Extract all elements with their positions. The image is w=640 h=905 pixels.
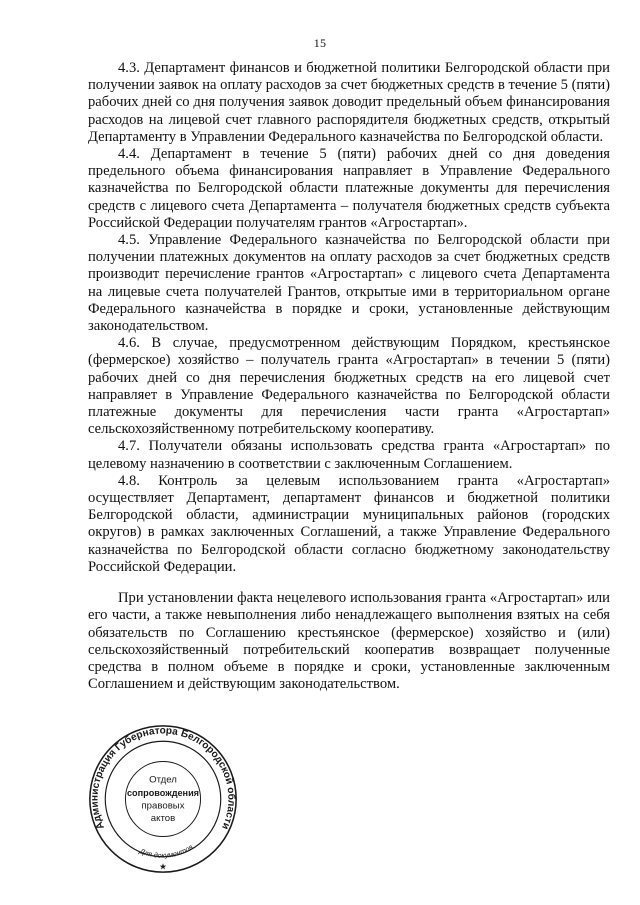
paragraph-4-3: 4.3. Департамент финансов и бюджетной политики Белгородской области при получении заявок на оплату расходов за счет бюджетных средств в течение 5 (пяти) рабочих дней со дня получения заявок доводит предельный объем финансирования расходов на лицевой счет главного распорядителя бюджетных средств, открытый Департаменту в Управлении Федерального казначейства по Белгородской области. xyxy=(88,60,610,145)
paragraph-closing: При установлении факта нецелевого использования гранта «Агростартап» или его части, а также невыполнения либо ненадлежащего выполнения взятых на себя обязательств по Соглашению крестьянское (фермерское) хозяйство и (или) сельскохозяйственный потребительский кооператив возвращает полученные средства в полном объеме в порядке и сроки, установленные заключенным Соглашением и действующим законодательством. xyxy=(88,590,610,693)
stamp-center-ring xyxy=(125,761,200,836)
paragraph-4-5: 4.5. Управление Федерального казначейства по Белгородской области при получении платежных документов на оплату расходов за счет бюджетных средств производит перечисление грантов «Агростартап» с лицевого счета Департамента на лицевые счета получателей Грантов, открытые ими в территориальном органе Федерального казначейства в порядке и сроки, установленные действующим законодательством. xyxy=(88,232,610,335)
stamp-star-icon: ★ xyxy=(159,861,167,872)
stamp-outer-text: Администрация Губернатора Белгородской области xyxy=(89,725,237,831)
document-body xyxy=(88,60,610,693)
paragraph-4-8: 4.8. Контроль за целевым использованием гранта «Агростартап» осуществляет Департамент, департамент финансов и бюджетной политики Белгородской области, администрации муниципальных районов (городских округов) в рамках заключенных Соглашений, а также Управление Федерального казначейства по Белгородской области согласно бюджетному законодательству Российской Федерации. xyxy=(88,472,610,575)
stamp-line-1: Отдел xyxy=(149,774,177,786)
page-number: 15 xyxy=(313,36,327,50)
official-stamp xyxy=(86,722,240,876)
stamp-line-4: актов xyxy=(150,813,176,825)
paragraph-4-6: 4.6. В случае, предусмотренном действующим Порядком, крестьянское (фермерское) хозяйство – получатель гранта «Агростартап» в течении 5 (пяти) рабочих дней со дня перечисления бюджетных средств на его лицевой счет направляет в Управление Федерального казначейства по Белгородской области платежные документы для перечисления части гранта «Агростартап» сельскохозяйственному потребительскому кооперативу. xyxy=(88,335,610,438)
stamp-inner-text: Для документов xyxy=(138,842,195,860)
stamp-line-2: сопровождения xyxy=(126,788,200,799)
paragraph-4-4: 4.4. Департамент в течение 5 (пяти) рабочих дней со дня доведения предельного объема финансирования направляет в Управление Федерального казначейства по Белгородской области платежные документы для перечисления средств с лицевого счета Департамента – получателя бюджетных средств субъекта Российской Федерации получателям грантов «Агростартап». xyxy=(88,146,610,231)
stamp-inner-ring xyxy=(105,741,221,857)
paragraph-4-7: 4.7. Получатели обязаны использовать средства гранта «Агростартап» по целевому назначению в соответствии с заключенным Соглашением. xyxy=(88,438,610,472)
stamp-line-3: правовых xyxy=(141,800,185,812)
